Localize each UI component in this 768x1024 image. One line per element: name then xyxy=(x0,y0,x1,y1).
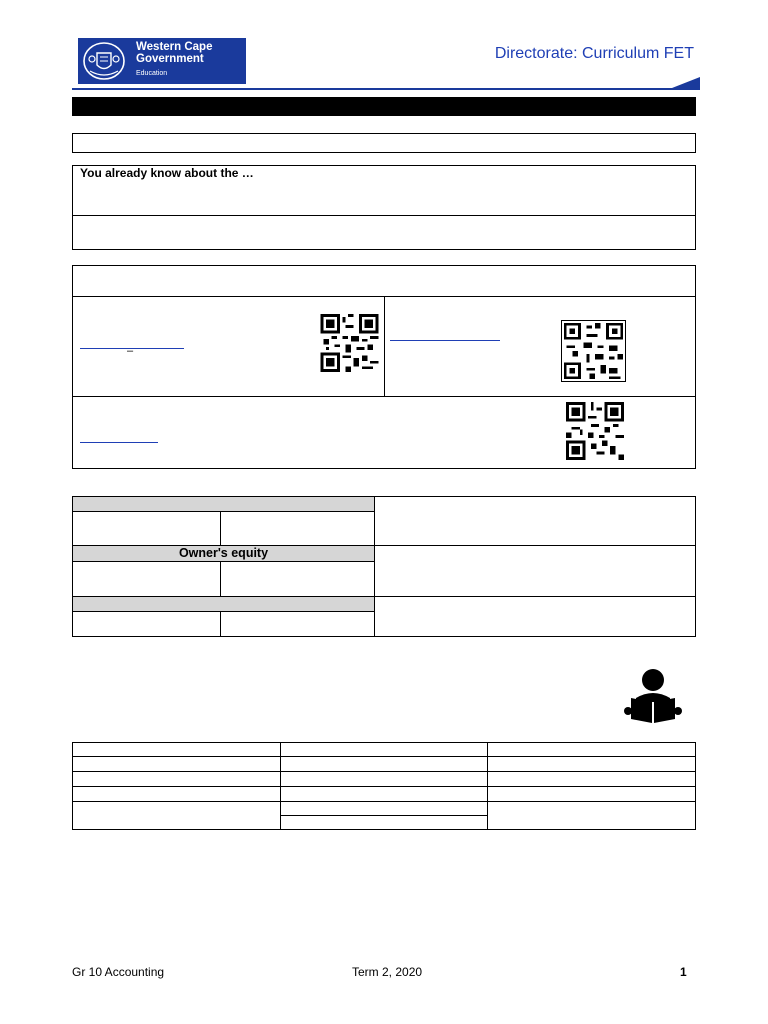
liabilities-header-cell xyxy=(73,597,374,611)
resource-link-3[interactable] xyxy=(80,442,158,443)
qr-code-icon[interactable] xyxy=(565,402,625,460)
divider xyxy=(73,756,695,757)
divider xyxy=(73,215,695,216)
title-band xyxy=(72,97,696,116)
header-rule xyxy=(72,77,700,90)
divider xyxy=(73,396,695,397)
divider xyxy=(73,561,374,562)
divider xyxy=(73,511,374,512)
prior-knowledge-text: You already know about the … xyxy=(80,166,254,180)
assets-header-cell xyxy=(73,497,374,511)
divider xyxy=(73,801,695,802)
logo-line1: Western Cape xyxy=(136,41,213,53)
empty-heading-box xyxy=(72,133,696,153)
footer-subject: Gr 10 Accounting xyxy=(72,965,165,979)
person-reading-icon xyxy=(622,668,684,724)
divider xyxy=(73,786,695,787)
logo-line2: Government xyxy=(136,53,204,65)
page-number: 1 xyxy=(680,965,687,979)
qr-code-icon[interactable] xyxy=(320,314,379,372)
dash-mark: – xyxy=(127,345,134,357)
qr-code-icon[interactable] xyxy=(561,320,626,382)
coat-of-arms-icon xyxy=(82,41,126,81)
equation-table xyxy=(72,496,696,637)
directorate-title: Directorate: Curriculum FET xyxy=(494,45,694,62)
divider xyxy=(73,771,695,772)
divider xyxy=(220,512,221,545)
logo-subtitle: Education xyxy=(136,70,168,77)
divider xyxy=(73,611,374,612)
divider xyxy=(220,612,221,636)
divider xyxy=(220,562,221,596)
logo-wordmark xyxy=(136,41,244,65)
divider xyxy=(374,497,375,636)
footer-term: Term 2, 2020 xyxy=(352,965,423,979)
divider xyxy=(281,815,487,816)
resource-link-2[interactable] xyxy=(390,340,500,341)
divider xyxy=(384,297,385,396)
owners-equity-header: Owner's equity xyxy=(73,546,374,561)
